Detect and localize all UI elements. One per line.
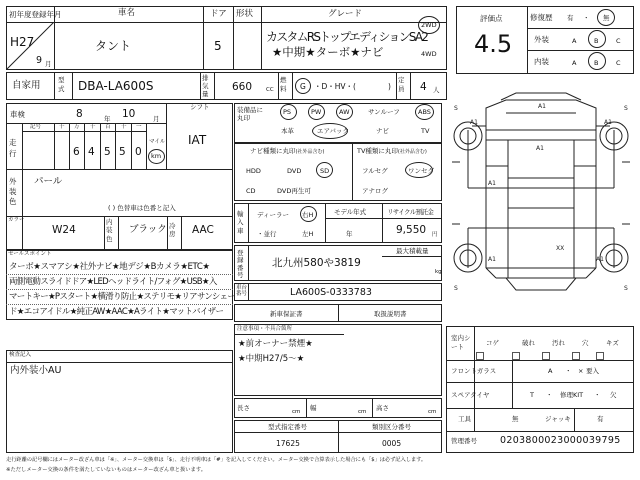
tv-title: TV種類に丸印(社外品含む)	[357, 147, 427, 155]
fuel-close: )	[388, 82, 391, 91]
tv-analog: アナログ	[362, 187, 388, 195]
tv-oneseg: ワンセグ	[408, 167, 434, 175]
exterior-a: A	[572, 37, 577, 45]
digit-header-5: 十	[121, 124, 127, 130]
mileage-digit-5: 0	[135, 146, 142, 158]
displacement-unit: CC	[266, 87, 274, 93]
digit-header-0: 記号	[30, 124, 42, 130]
notice-line-2: ★中期H27/5〜★	[238, 354, 305, 364]
repair-no: 無	[603, 14, 610, 22]
capacity-unit: 人	[433, 86, 440, 94]
spare-dot1: ・	[546, 391, 553, 399]
navi-cd: CD	[246, 187, 256, 195]
digit-header-3: 千	[90, 124, 96, 130]
color-code-label: カラー	[8, 217, 25, 223]
digit-header-4: 百	[105, 124, 111, 130]
first-reg-month: 9	[36, 55, 43, 66]
navi-dvd: DVD	[287, 167, 302, 175]
diagram-side-mark-4: S	[624, 285, 628, 292]
score-value: 4.5	[474, 30, 513, 58]
first-reg-year: H27	[10, 35, 35, 49]
inspection-month-unit: 月	[153, 115, 160, 123]
inspection-label: 車検	[10, 110, 25, 119]
interior-color-label: 内装色	[106, 218, 113, 243]
class-number-value: 0005	[382, 439, 402, 448]
width-label: 幅	[310, 404, 317, 412]
equipment-navi: ナビ	[376, 127, 389, 135]
width-unit: cm	[358, 409, 367, 415]
model-label: 型式	[58, 76, 65, 94]
management-value: 0203800023000039795	[500, 435, 621, 446]
interior-c: C	[616, 59, 621, 67]
sales-points-label: セールスポイント	[8, 251, 52, 257]
management-label: 管理番号	[451, 437, 477, 445]
tv-fullseg: フルセグ	[362, 167, 388, 175]
grade-line1: カスタムRSトップエディションSA2	[266, 30, 428, 44]
diagram-mark-7: A1	[596, 256, 604, 263]
digit-header-6: 一	[136, 124, 142, 130]
warranty-doc: 新車保証書	[270, 310, 303, 318]
inspection-year-unit: 年	[104, 115, 111, 123]
inspector-notes-label: 検査記入	[9, 352, 32, 358]
color-value: パール	[34, 176, 63, 187]
diagram-side-mark-2: S	[624, 105, 628, 112]
max-load-label: 最大積載量	[396, 247, 429, 255]
color-note: ( ) 色替車は色番と記入	[108, 204, 176, 212]
car-damage-diagram	[446, 78, 636, 322]
mileage-digit-2: 4	[88, 146, 95, 158]
capacity-value: 4	[420, 81, 427, 93]
ac-label: 冷房	[169, 222, 176, 239]
max-load-unit: kg	[435, 269, 442, 275]
notice-line-1: ★前オーナー禁煙★	[238, 339, 313, 349]
equipment-leather: 本革	[281, 127, 294, 135]
windshield-replace: 要入	[586, 367, 599, 375]
color-label: 外装色	[9, 177, 17, 207]
navi-sd: SD	[320, 167, 330, 175]
spare-label: スペアタイヤ	[451, 391, 490, 399]
dims-frame	[234, 398, 442, 418]
class-number-label: 類別区分番号	[372, 423, 411, 431]
sheet-dirt: 汚れ	[552, 339, 565, 347]
sheet-hole: 穴	[582, 339, 589, 347]
footer-line-2: ※ただしメーター交換の条件を満たしていないものはメーター改ざん車と扱います。	[6, 467, 207, 473]
fuel-gasoline: G	[300, 82, 306, 91]
sales-point-line-2: 両側電動スライドドア★LEDヘッドライト/フォグ★USB★入	[9, 277, 217, 287]
mileage-label: 走行	[9, 138, 17, 158]
equipment-title: 装備品に丸印	[237, 106, 263, 123]
grade-line2: ★中期★ターボ★ナビ	[272, 45, 384, 59]
mile-label: マイル	[149, 139, 166, 145]
type-number-value: 17625	[276, 439, 300, 448]
equipment-ps: PS	[283, 108, 292, 116]
inspector-notes-text: 内外装小AU	[10, 365, 62, 376]
recycle-label: リサイクル預託金	[387, 208, 434, 216]
sales-point-line-4: ド★エコアイドル★純正AW★AAC★Aライト★マットバイザー	[9, 307, 224, 317]
diagram-mark-1: A1	[538, 103, 546, 110]
sheet-scratch: キズ	[606, 339, 619, 347]
chassis-label: 車台番号	[236, 285, 248, 298]
spare-dot2: ・	[594, 391, 601, 399]
equipment-tv: TV	[421, 127, 430, 135]
first-reg-month-unit: 月	[45, 60, 52, 68]
windshield-a: A	[548, 367, 553, 375]
repair-yes: 有	[567, 14, 574, 22]
digit-header-1: 十	[59, 124, 65, 130]
navi-title: ナビ種類に丸印(社外品含む)	[250, 147, 325, 155]
diagram-mark-8: XX	[556, 245, 565, 252]
repair-sep: ・	[583, 14, 590, 22]
notices-label: 注意事項・不具合箇所	[237, 326, 293, 332]
drive-4wd: 4WD	[421, 50, 437, 58]
import-right-h: 右H	[302, 211, 314, 219]
length-label: 長さ	[237, 404, 250, 412]
exterior-b: B	[594, 37, 599, 45]
registration-value: 北九州580や3819	[272, 257, 361, 269]
recycle-value: 9,550	[396, 224, 427, 236]
height-unit: cm	[428, 409, 437, 415]
spare-t: T	[530, 391, 534, 399]
recycle-unit: 円	[432, 232, 438, 238]
use-type: 自家用	[12, 80, 41, 91]
diagram-side-mark-1: S	[454, 105, 458, 112]
color-code: W24	[52, 224, 76, 236]
fuel-options: ・D・HV・(	[314, 82, 356, 91]
door-label: ドア	[210, 9, 227, 19]
mileage-digit-3: 5	[104, 146, 111, 158]
door-count: 5	[214, 39, 222, 53]
diagram-mark-5: A1	[488, 180, 496, 187]
exterior-c: C	[616, 37, 621, 45]
model-year-label: モデル年式	[334, 208, 367, 216]
windshield-label: フロントガラス	[451, 367, 497, 375]
sales-point-line-1: ターボ★スマアシ★社外ナビ★地デジ★Bカメラ★ETC★	[9, 262, 210, 272]
model-value: DBA-LA600S	[78, 79, 154, 93]
equipment-abs: ABS	[418, 108, 431, 116]
diagram-side-mark-3: S	[454, 285, 458, 292]
type-number-label: 型式指定番号	[268, 423, 307, 431]
windshield-dot: ・	[565, 367, 572, 375]
navi-hdd: HDD	[246, 167, 261, 175]
windshield-x: ×	[578, 367, 584, 375]
manual-doc: 取扱説明書	[374, 310, 407, 318]
equipment-pw: PW	[311, 108, 322, 116]
interior-color: ブラック	[129, 224, 167, 235]
digit-header-2: 万	[74, 124, 80, 130]
equipment-sunroof: サンルーフ	[368, 108, 400, 116]
ac-value: AAC	[192, 224, 214, 236]
equipment-airbag: エアバック	[317, 127, 349, 135]
interior-a: A	[572, 59, 577, 67]
shift-label: シフト	[190, 103, 210, 111]
diagram-mark-2: A1	[470, 119, 478, 126]
car-name-label: 車名	[118, 8, 136, 18]
displacement-value: 660	[232, 81, 253, 93]
chassis-value: LA600S-0333783	[290, 287, 372, 298]
spare-missing: 欠	[610, 391, 617, 399]
model-year-unit: 年	[346, 230, 353, 238]
shift-value: IAT	[188, 133, 207, 147]
sheet-tear: 破れ	[522, 339, 535, 347]
registration-label: 登録番号	[237, 249, 244, 280]
import-left-h: 左H	[302, 230, 314, 238]
import-label: 輸入車	[237, 210, 244, 235]
interior-sheet-label: 室内シート	[451, 334, 471, 352]
km-label: km	[151, 152, 162, 160]
jack-value: 有	[597, 415, 604, 423]
spare-kit: 修理KIT	[560, 391, 584, 399]
score-label: 評価点	[480, 14, 503, 23]
grade-label: グレード	[328, 9, 363, 19]
jack-label: ジャッキ	[545, 415, 571, 423]
car-name: タント	[95, 39, 132, 53]
fuel-label: 燃料	[280, 76, 287, 94]
diagram-mark-4: A1	[536, 145, 544, 152]
sheet-burn: コゲ	[486, 339, 499, 347]
tools-value: 無	[512, 415, 519, 423]
sales-point-line-3: マートキー★Pスタート★横滑り防止★ステリモ★リアサンシェー	[9, 292, 236, 302]
inspection-year: 8	[76, 108, 83, 120]
repair-label: 修復歴	[530, 13, 553, 22]
equipment-aw: AW	[339, 108, 350, 116]
footer-line-1: 走行距離の記号欄にはメーター改ざん車は「※」、メーター交換車は「$」、走行不明車は「#」を記入してください。メーター交換で合算表示した場合にも「$」は必ず記入します。	[6, 457, 427, 463]
capacity-label: 定員	[398, 76, 405, 94]
length-unit: cm	[292, 409, 301, 415]
diagram-mark-6: A1	[488, 256, 496, 263]
interior-b: B	[594, 59, 599, 67]
tools-label: 工具	[458, 415, 471, 423]
displacement-label: 排気量	[202, 74, 209, 99]
import-parallel: ・並行	[257, 230, 277, 238]
diagram-mark-3: A1	[604, 119, 612, 126]
exterior-label: 外装	[534, 35, 549, 44]
navi-dvd-playback: DVD再生可	[277, 187, 311, 195]
drive-2wd: 2WD	[421, 21, 437, 29]
shape-label: 形状	[236, 9, 254, 19]
first-reg-label: 初年度登録年月	[9, 10, 62, 19]
inspection-month: 10	[122, 108, 136, 120]
mileage-digit-1: 6	[73, 146, 80, 158]
mileage-digit-4: 5	[119, 146, 126, 158]
interior-label: 内装	[534, 57, 549, 66]
import-dealer: ディーラー	[257, 211, 289, 219]
height-label: 高さ	[376, 404, 389, 412]
